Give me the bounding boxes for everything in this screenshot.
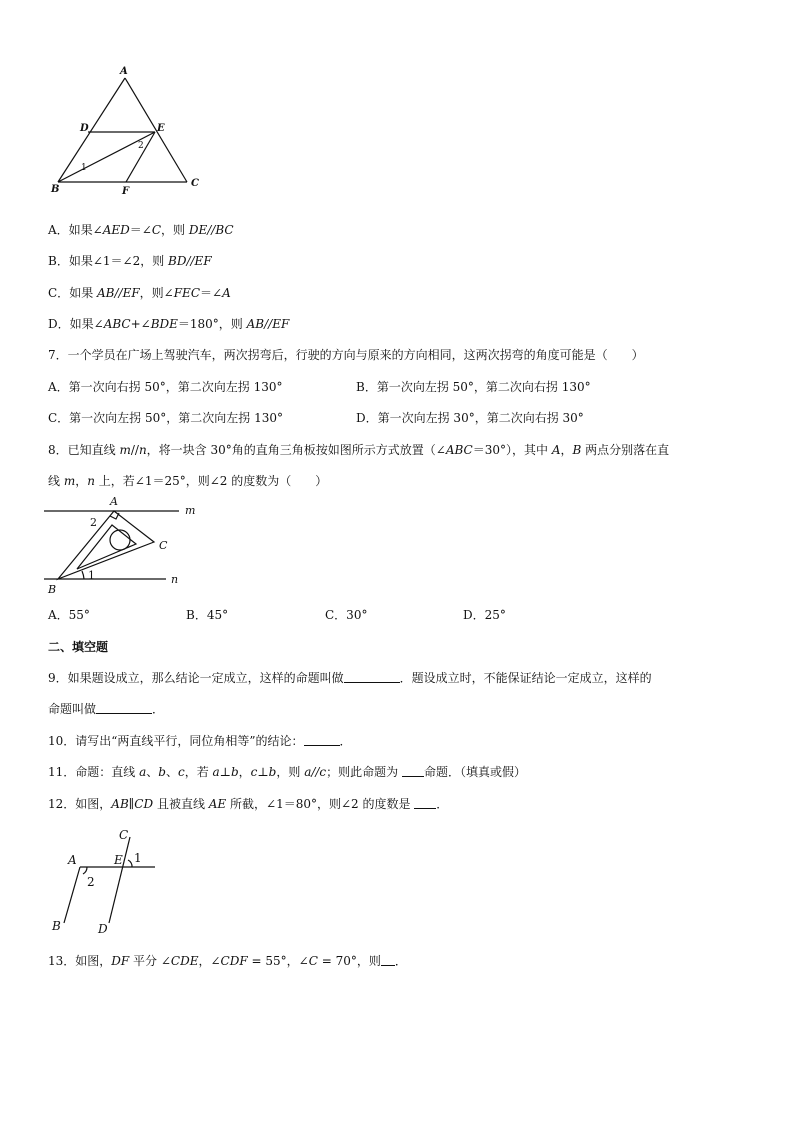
q7-option-a: A．第一次向右拐 50°，第二次向左拐 130° xyxy=(48,380,283,394)
q8-option-c: C．30° xyxy=(325,608,368,622)
q9-line2: 命题叫做 ． xyxy=(48,702,165,716)
angle-label-1: 1 xyxy=(134,851,142,865)
label-B: B xyxy=(51,184,60,195)
q10: 10．请写出“两直线平行，同位角相等”的结论： ． xyxy=(48,734,352,748)
label-C: C xyxy=(159,539,168,552)
q8-stem-line2: 线 m，n 上，若∠1＝25°，则∠2 的度数为（ ） xyxy=(48,474,328,488)
line-ab xyxy=(58,78,125,182)
label-F: F xyxy=(122,186,130,197)
angle-label-1: 1 xyxy=(88,569,95,582)
angle-label-2: 2 xyxy=(90,516,97,529)
q11-blank[interactable] xyxy=(402,765,424,777)
figure-q8-triangle xyxy=(44,494,214,598)
q12-blank[interactable] xyxy=(414,797,436,809)
label-n: n xyxy=(171,573,179,586)
triangle-hole xyxy=(110,530,130,550)
label-D: D xyxy=(80,123,89,134)
angle-label-2: 2 xyxy=(138,141,144,151)
angle-arc-2 xyxy=(83,867,87,874)
angle-arc-1 xyxy=(82,571,84,579)
outer-triangle xyxy=(58,511,154,579)
label-m: m xyxy=(185,504,196,517)
q7-option-b: B．第一次向左拐 50°，第二次向右拐 130° xyxy=(356,380,591,394)
section-title-fill-in: 二、填空题 xyxy=(48,640,109,654)
q9-blank-2[interactable] xyxy=(96,702,152,714)
q13: 13．如图，DF 平分 ∠CDE，∠CDF = 55°，∠C = 70°，则 ． xyxy=(48,954,407,968)
label-A: A xyxy=(110,495,118,508)
q6-option-a: A．如果∠AED＝∠C，则 DE//BC xyxy=(48,223,234,237)
q9-blank-1[interactable] xyxy=(344,671,400,683)
q6-option-b: B．如果∠1＝∠2，则 BD//EF xyxy=(48,254,212,268)
q11: 11．命题：直线 a、b、c，若 a⊥b，c⊥b，则 a//c；则此命题为 命题．（填真或假） xyxy=(48,765,526,779)
angle-arc-1 xyxy=(128,860,132,867)
q6-option-c: C．如果 AB//EF，则∠FEC＝∠A xyxy=(48,286,231,300)
figure-triangle-abc xyxy=(50,62,210,197)
angle-label-2: 2 xyxy=(87,875,95,889)
q7-option-c: C．第一次向左拐 50°，第二次向左拐 130° xyxy=(48,411,283,425)
q8-option-b: B．45° xyxy=(186,608,229,622)
label-E: E xyxy=(114,853,123,867)
label-E: E xyxy=(157,123,165,134)
label-C: C xyxy=(191,178,199,189)
figure-q12-parallel-lines xyxy=(50,823,170,938)
q7-stem: 7．一个学员在广场上驾驶汽车，两次拐弯后，行驶的方向与原来的方向相同，这两次拐弯的角度可能是（ ） xyxy=(48,348,644,362)
label-A: A xyxy=(120,66,128,77)
line-ac xyxy=(125,78,187,182)
label-B: B xyxy=(48,583,57,596)
label-C: C xyxy=(119,828,129,842)
q7-option-d: D．第一次向左拐 30°，第二次向右拐 30° xyxy=(356,411,584,425)
q13-blank[interactable] xyxy=(381,954,395,966)
q8-option-d: D．25° xyxy=(463,608,506,622)
line-cd xyxy=(109,837,130,923)
q10-blank[interactable] xyxy=(304,734,340,746)
line-ab xyxy=(64,867,80,923)
label-D: D xyxy=(98,922,108,936)
q6-option-d: D．如果∠ABC+∠BDE＝180°，则 AB//EF xyxy=(48,317,290,331)
q8-stem-line1: 8．已知直线 m//n，将一块含 30°角的直角三角板按如图所示方式放置（∠ABC＝30°），其中 A，B 两点分别落在直 xyxy=(48,443,670,457)
q9-line1: 9．如果题设成立，那么结论一定成立，这样的命题叫做 ．题设成立时，不能保证结论一定成立，这样的 xyxy=(48,671,652,685)
q8-option-a: A．55° xyxy=(48,608,90,622)
label-A: A xyxy=(68,853,77,867)
q12: 12．如图，AB∥CD 且被直线 AE 所截，∠1＝80°，则∠2 的度数是 ． xyxy=(48,797,449,811)
label-B: B xyxy=(52,919,61,933)
angle-label-1: 1 xyxy=(81,163,87,173)
